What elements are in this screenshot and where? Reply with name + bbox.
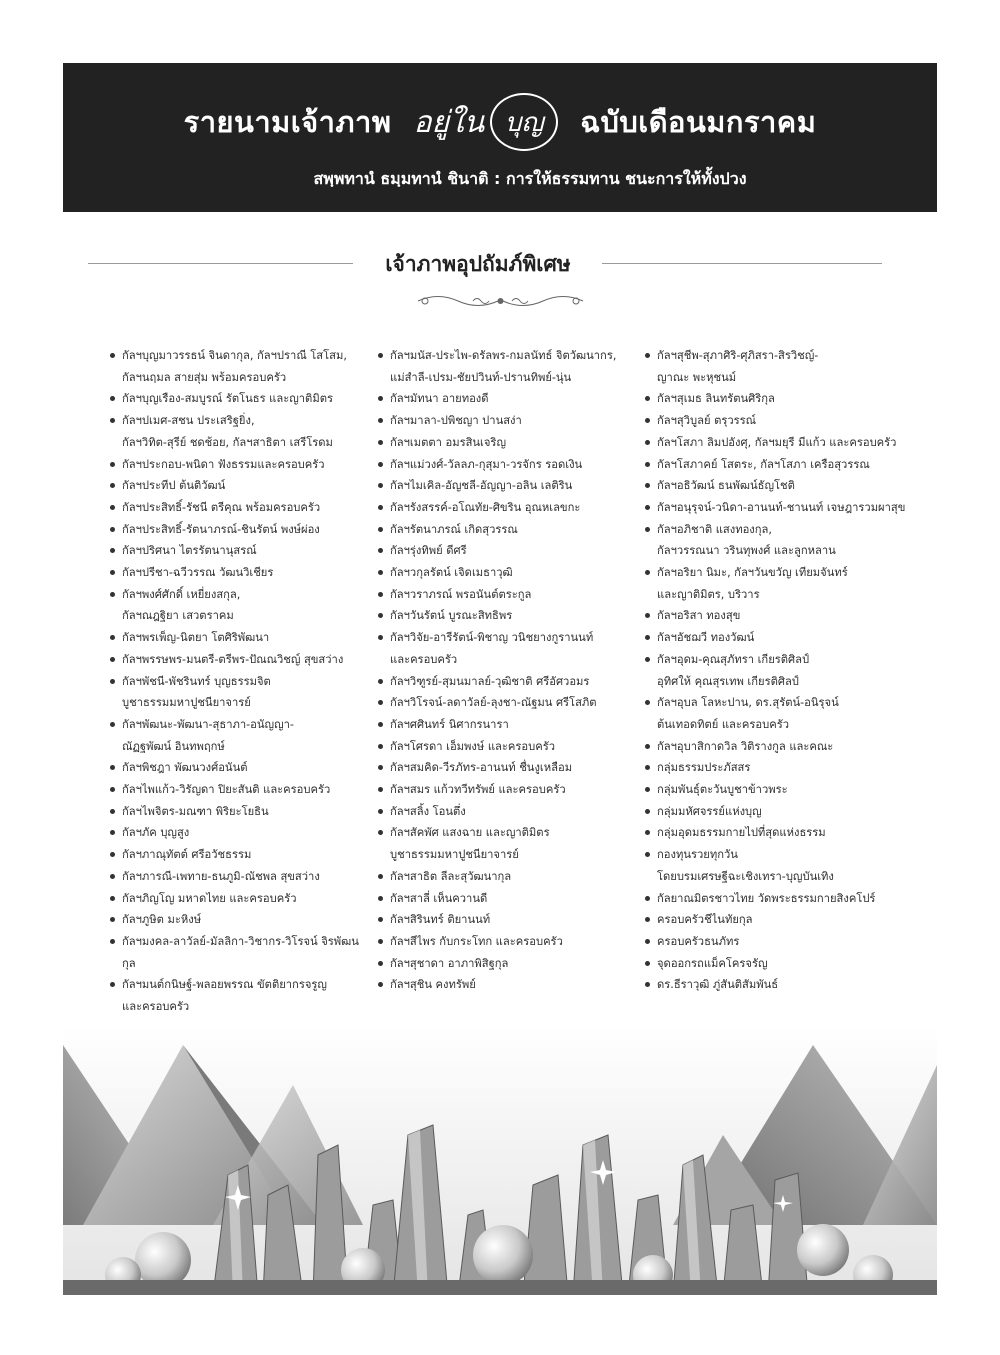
donor-entry: กัลฯภัค บุญสูง xyxy=(108,822,368,844)
donor-entry: กัลฯมัทนา อายทองดี xyxy=(376,388,638,410)
donor-entry: กัลฯสุชาดา อาภาพิสิฐกุล xyxy=(376,953,638,975)
donor-entry: กัลฯพงศ์ศักดิ์ เหยี่ยงสกุล, กัลฯณฎฐิยา เสวตราคม xyxy=(108,584,368,627)
donor-entry: กัลฯพรเพ็ญ-นิตยา โตศิริพัฒนา xyxy=(108,627,368,649)
donor-entry: กัลฯภารณี-เพทาย-ธนภูมิ-ณัชพล สุขสว่าง xyxy=(108,866,368,888)
donor-entry: กัลฯพรรษพร-มนตรี-ตรีพร-ปัณณวิชญ์ สุขสว่าง xyxy=(108,649,368,671)
donor-entry: กลุ่มอุดมธรรมกายไปที่สุดแห่งธรรม xyxy=(643,822,908,844)
donor-entry: กัลฯภูษิต มะหิงษ์ xyxy=(108,909,368,931)
donor-entry: กัลฯวิโรจน์-ลดาวัลย์-ลุงชา-ณัฐมน ศรีโสภิต xyxy=(376,692,638,714)
donor-entry: กัลฯวราภรณ์ พรอนันต์ตระกูล xyxy=(376,584,638,606)
donor-entry: กัลฯสีไพร กับกระโทก และครอบครัว xyxy=(376,931,638,953)
donor-entry: กัลฯไมเคิล-อัญชลี-อัญญา-อลิน เลติริน xyxy=(376,475,638,497)
donor-list xyxy=(108,345,908,1014)
donor-entry: กัลฯมนต์กนิษฐ์-พลอยพรรณ ขัตติยากรจรูญ และครอบครัว xyxy=(108,974,368,1017)
donor-entry: กัลฯอัชฌวี ทองวัฒน์ xyxy=(643,627,908,649)
donor-entry: กัลฯประสิทธิ์-รัตนาภรณ์-ชินรัตน์ พงษ์ผ่อง xyxy=(108,519,368,541)
donor-entry: กลุ่มธรรมประภัสสร xyxy=(643,757,908,779)
donor-column-2 xyxy=(376,345,638,996)
banner-title-right: ฉบับเดือนมกราคม xyxy=(580,105,817,139)
donor-entry: กัลฯรุ่งทิพย์ ดีศรี xyxy=(376,540,638,562)
donor-entry: กัลฯมงคล-ลาวัลย์-มัลลิกา-วิชากร-วิโรจน์ จิรพัฒนกุล xyxy=(108,931,368,974)
donor-entry: กัลฯวิฑูรย์-สุมนมาลย์-วุฒิชาติ ศรีอัศวอมร xyxy=(376,671,638,693)
donor-column-1 xyxy=(108,345,368,1018)
donor-entry: กัลฯสาธิต ลีละสุวัฒนากุล xyxy=(376,866,638,888)
header-banner xyxy=(63,63,937,212)
donor-entry: กัลฯสุวิบูลย์ ตรุวรรณ์ xyxy=(643,410,908,432)
donor-entry: กัลฯพัชนี-พัชรินทร์ บุญธรรมจิต บูชาธรรมมหาปูชนียาจารย์ xyxy=(108,671,368,714)
donor-entry: ดร.ธีราวุฒิ ภู่สันติสัมพันธ์ xyxy=(643,974,908,996)
heading-rule-right xyxy=(602,263,882,264)
donor-entry: กัลฯสลิ้ง โอนตึ่ง xyxy=(376,801,638,823)
donor-entry: กัลฯรัตนาภรณ์ เกิดสุวรรณ xyxy=(376,519,638,541)
donor-entry: กัลฯโศรดา เอ็มพงษ์ และครอบครัว xyxy=(376,736,638,758)
banner-subtitle: สพฺพทานํ ธมฺมทานํ ชินาติ : การให้ธรรมทาน ชนะการให้ทั้งปวง xyxy=(313,169,747,188)
donor-entry: กัลฯสมคิด-วีรภัทร-อานนท์ ชื่นงูเหลือม xyxy=(376,757,638,779)
donor-entry: กัลฯมนัส-ประไพ-ดรัลพร-กมลนัทธ์ จิตวัฒนากร, แม่สำลี-เปรม-ชัยปวินท์-ปรานทิพย์-นุ่น xyxy=(376,345,638,388)
section-title: เจ้าภาพอุปถัมภ์พิเศษ xyxy=(385,252,571,276)
donor-entry: กัลยาณมิตรชาวไทย วัดพระธรรมกายสิงคโปร์ xyxy=(643,888,908,910)
donor-entry: ครอบครัวธนภัทร xyxy=(643,931,908,953)
section-heading xyxy=(88,248,882,288)
donor-entry: กัลฯวันรัตน์ บูรณะสิทธิพร xyxy=(376,605,638,627)
donor-entry: กัลฯบุญมาวรรธน์ จินดากุล, กัลฯปราณี โสโสม, กัลฯนฤมล สายสุ่ม พร้อมครอบครัว xyxy=(108,345,368,388)
logo-circle xyxy=(490,93,558,151)
flourish-ornament-icon xyxy=(413,290,588,312)
logo-word-2: บุญ xyxy=(504,107,544,138)
donor-entry: กัลฯปริศนา ไตรรัตนานุสรณ์ xyxy=(108,540,368,562)
donor-entry: กัลฯรังสรรค์-อโณทัย-ศิขริน อุณหเลขกะ xyxy=(376,497,638,519)
donor-entry: กัลฯสุชิน คงทรัพย์ xyxy=(376,974,638,996)
banner-title-row xyxy=(63,91,937,153)
donor-entry: กัลฯโสภา ลิมปอังศุ, กัลฯมยุรี มีแก้ว และครอบครัว xyxy=(643,432,908,454)
donor-entry: กัลฯสุเมธ ลินทรัตนศิริกุล xyxy=(643,388,908,410)
banner-title-left: รายนามเจ้าภาพ xyxy=(183,105,392,139)
donor-entry: กัลฯเมตตา อมรสินเจริญ xyxy=(376,432,638,454)
donor-entry: กัลฯประกอบ-พนิดา ฟังธรรมและครอบครัว xyxy=(108,454,368,476)
donor-entry: กัลฯสมร แก้วทวีทรัพย์ และครอบครัว xyxy=(376,779,638,801)
donor-entry: กัลฯอุดม-คุณสุภัทรา เกียรติศิลป์ อุทิศให้ คุณสุรเทพ เกียรติศิลป์ xyxy=(643,649,908,692)
donor-entry: กัลฯอุบล โลหะปาน, ดร.สุรัตน์-อนิรุจน์ ต้นเทอดทิตย์ และครอบครัว xyxy=(643,692,908,735)
donor-entry: กัลฯปเมศ-สชน ประเสริฐยิ่ง, กัลฯวิทิต-สุรีย์ ชดช้อย, กัลฯสาธิตา เสรีโรดม xyxy=(108,410,368,453)
donor-entry: กัลฯสิรินทร์ ติยานนท์ xyxy=(376,909,638,931)
donor-entry: กัลฯมาลา-ปพิชญา ปานสง่า xyxy=(376,410,638,432)
donor-entry: กลุ่มพันธุ์ตะวันบูชาข้าวพระ xyxy=(643,779,908,801)
donor-entry: กัลฯแม่วงศ์-วัลลภ-กุสุมา-วรจักร รอดเงิน xyxy=(376,454,638,476)
donor-entry: จุดออกรถแม็คโครจรัญ xyxy=(643,953,908,975)
donor-entry: กลุ่มมหัศจรรย์แห่งบุญ xyxy=(643,801,908,823)
crystal-pyramid-illustration xyxy=(63,1025,937,1295)
magazine-logo xyxy=(413,93,558,151)
donor-entry: กัลฯปรีชา-ฉวีวรรณ วัฒนวิเชียร xyxy=(108,562,368,584)
donor-entry: กัลฯพัฒนะ-พัฒนา-สุธาภา-อนัญญา- ณัฏฐพัฒน์ อินทพฤกษ์ xyxy=(108,714,368,757)
donor-entry: กัลฯอธิวัฒน์ ธนพัฒน์ธัญโชติ xyxy=(643,475,908,497)
donor-entry: กัลฯอุบาสิกาดวิล วิติรางกูล และคณะ xyxy=(643,736,908,758)
donor-column-3 xyxy=(643,345,908,996)
donor-entry: กัลฯสุชีพ-สุภาศิริ-ศุภิสรา-สิรวิชญ์- ญาณะ พะหุชนม์ xyxy=(643,345,908,388)
donor-entry: กัลฯประสิทธิ์-รัชนี ตรีคุณ พร้อมครอบครัว xyxy=(108,497,368,519)
donor-entry: กัลฯศศินทร์ นิศากรนารา xyxy=(376,714,638,736)
donor-entry: กัลฯภาณุทัตต์ ศรีอวัชธรรม xyxy=(108,844,368,866)
donor-entry: กัลฯประทีป ต้นติวัฒน์ xyxy=(108,475,368,497)
donor-entry: กัลฯพิชฎา พัฒนวงศ์อนันต์ xyxy=(108,757,368,779)
heading-rule-left xyxy=(88,263,353,264)
donor-entry: กัลฯไพจิตร-มณฑา พิริยะโยธิน xyxy=(108,801,368,823)
donor-entry: กัลฯสัคพัศ แสงฉาย และญาติมิตร บูชาธรรมมหาปูชนียาจารย์ xyxy=(376,822,638,865)
donor-entry: กัลฯไพแก้ว-วิรัญดา ปิยะสันติ และครอบครัว xyxy=(108,779,368,801)
donor-entry: ครอบครัวชีไนทัยกุล xyxy=(643,909,908,931)
donor-entry: กัลฯอริสา ทองสุข xyxy=(643,605,908,627)
donor-entry: กัลฯอนุรุจน์-วนิดา-อานนท์-ชานนท์ เจษฎารวมผาสุข xyxy=(643,497,908,519)
logo-word-1: อยู่ใน xyxy=(413,104,485,140)
donor-entry: กัลฯสาลี่ เห็นควานดี xyxy=(376,888,638,910)
donor-entry: กัลฯบุญเรือง-สมบูรณ์ รัตโนธร และญาติมิตร xyxy=(108,388,368,410)
donor-entry: กัลฯภิญโญ มหาดไทย และครอบครัว xyxy=(108,888,368,910)
donor-entry: กองทุนรวยทุกวัน โดยบรมเศรษฐีฉะเชิงเทรา-บุญบันเทิง xyxy=(643,844,908,887)
donor-entry: กัลฯวิจัย-อารีรัตน์-พิชาญ วนิชยางกูรานนท์ และครอบครัว xyxy=(376,627,638,670)
donor-entry: กัลฯวกุลรัตน์ เจิดเมธาวุฒิ xyxy=(376,562,638,584)
donor-entry: กัลฯอริยา นิมะ, กัลฯวันขวัญ เทียมจันทร์ และญาติมิตร, บริวาร xyxy=(643,562,908,605)
donor-entry: กัลฯอภิชาติ แสงทองกุล, กัลฯวรรณนา วรินทุพงศ์ และลูกหลาน xyxy=(643,519,908,562)
donor-entry: กัลฯโสภาคย์ โสตระ, กัลฯโสภา เครือสุวรรณ xyxy=(643,454,908,476)
